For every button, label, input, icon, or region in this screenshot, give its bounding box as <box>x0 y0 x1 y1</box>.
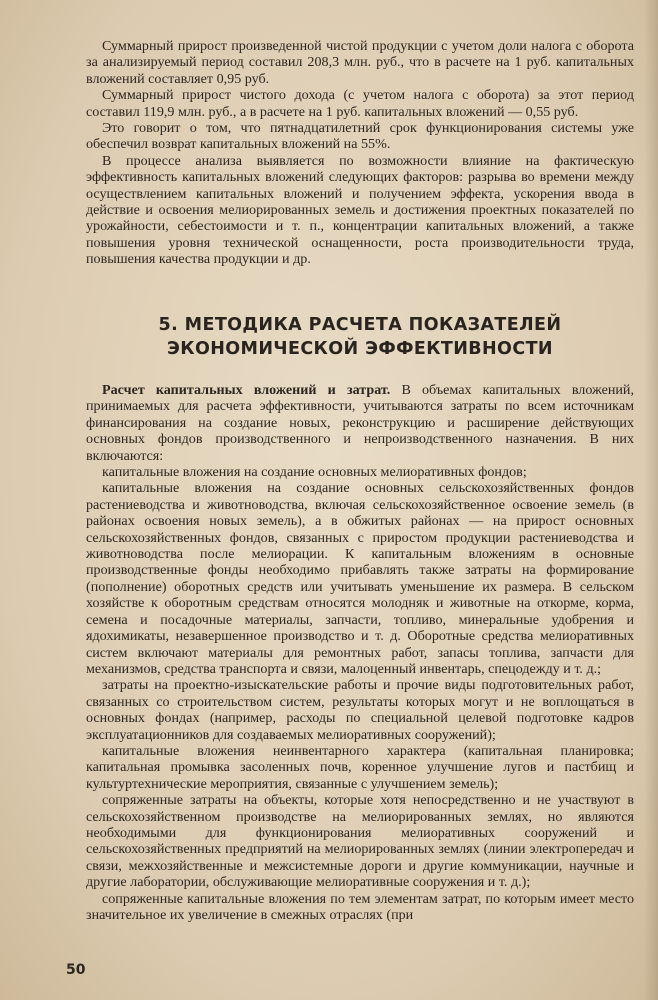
section-intro: В объемах капитальных вложений, принимаемых для расчета эффективности, учитываются затраты по всем источникам финансирования на создание новых, реконструкцию и расширение действующих основных фондов производственного и непроизводственного назначения. В них включаются: <box>86 382 634 464</box>
section-intro-paragraph <box>86 382 634 464</box>
list-item: сопряженные затраты на объекты, которые хотя непосредственно и не участвуют в сельскохозяйственном производстве на мелиорированных землях, но являются необходимыми для функционирования мелиоративных сооружений и сельскохозяйственных предприятий на мелиорированных землях (линии электропередач и связи, межхозяйственные и межсистемные дороги и другие коммуникации, научные и другие лаборатории, обслуживающие мелиоративные сооружения и т. д.); <box>86 792 634 891</box>
list-item: капитальные вложения на создание основных мелиоративных фондов; <box>102 464 527 481</box>
section-lead: Расчет капитальных вложений и затрат. <box>102 382 391 398</box>
list-item: капитальные вложения неинвентарного характера (капитальная планировка; капитальная промывка засоленных почв, коренное улучшение лугов и пастбищ и культуртехнические мероприятия, связанные с улучшением земель); <box>86 742 634 792</box>
page-number: 50 <box>66 962 86 978</box>
section-heading-line: 5. МЕТОДИКА РАСЧЕТА ПОКАЗАТЕЛЕЙ <box>158 315 562 335</box>
section-heading <box>86 313 634 361</box>
list-item: сопряженные капитальные вложения по тем элементам затрат, по которым имеет место значительное их увеличение в смежных отраслях (при <box>86 890 634 923</box>
paragraph: Суммарный прирост чистого дохода (с учетом налога с оборота) за этот период составил 119,9 млн. руб., а в расчете на 1 руб. капитальных вложений — 0,55 руб. <box>86 87 634 120</box>
paragraph: Это говорит о том, что пятнадцатилетний срок функционирования системы уже обеспечил возврат капитальных вложений на 55%. <box>86 120 634 153</box>
section-text-block <box>86 382 634 923</box>
top-text-block <box>86 38 634 268</box>
paragraph: В процессе анализа выявляется по возможности влияние на фактическую эффективность капитальных вложений следующих факторов: разрыва во времени между осуществлением капитальных вложений и получением эффекта, ускорения ввода в действие и освоения мелиорированных земель и достижения проектных показателей по урожайности, себестоимости и т. п., концентрации капитальных вложений, а также повышения уровня технической оснащенности, роста производительности труда, повышения качества продукции и др. <box>86 152 634 268</box>
list-item: затраты на проектно-изыскательские работы и прочие виды подготовительных работ, связанных со строительством систем, результаты которых могут и не воплощаться в основных фондах (например, расходы по специальной целевой подготовке кадров эксплуатационников для создаваемых мелиоративных сооружений); <box>86 677 634 743</box>
page-edge-shadow <box>644 0 658 1000</box>
paragraph: Суммарный прирост произведенной чистой продукции с учетом доли налога с оборота за анализируемый период составил 208,3 млн. руб., что в расчете на 1 руб. капитальных вложений составляет 0,95 руб. <box>86 38 634 87</box>
section-heading-line: ЭКОНОМИЧЕСКОЙ ЭФФЕКТИВНОСТИ <box>167 339 553 359</box>
list-item: капитальные вложения на создание основных сельскохозяйственных фондов растениеводства и животноводства, включая сельскохозяйственное освоение земель (в районах освоения новых земель), а в обжитых районах — на прирост основных сельскохозяйственных фондов, связанных с приростом продукции растениеводства и животноводства после мелиорации. К капитальным вложениям в основные производственные фонды необходимо прибавлять также затраты на формирование (пополнение) оборотных средств или учитывать уменьшение их размера. В сельском хозяйстве к оборотным средствам относятся молодняк и животные на откорме, корма, семена и посадочные материалы, запчасти, топливо, минеральные удобрения и ядохимикаты, незавершенное производство и т. д. Оборотные средства мелиоративных систем включают материалы для ремонтных работ, запасы топлива, запчасти для механизмов, средства транспорта и связи, малоценный инвентарь, спецодежду и т. д.; <box>86 480 634 677</box>
